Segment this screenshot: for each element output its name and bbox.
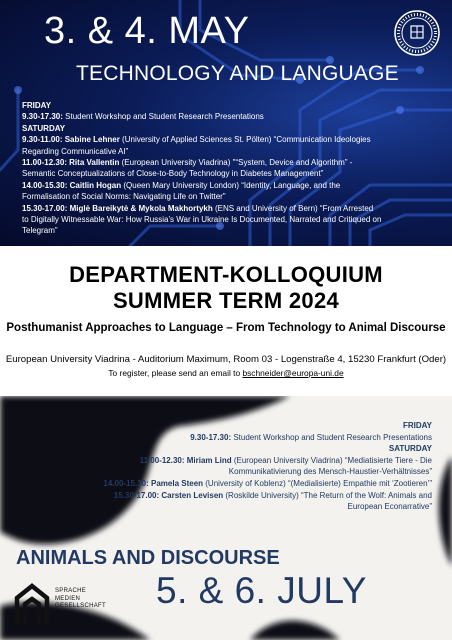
item-text: (Queen Mary University London) “Identity, Language, and the Formalisation of Social Norms: Navigating Life on Twitter” — [22, 180, 341, 202]
item-text: (European University Viadrina) "“System, Device and Algorithm” - Semantic Conceptualizations of Close-to-Body Technology in Diabetes Management” — [22, 158, 353, 179]
top-saturday-item — [22, 203, 382, 237]
bottom-programme — [102, 420, 432, 513]
item-text: (ENS and University of Bern) “From Arrested to Digitally Witnessable War: How Russia’s War in Ukraine Is Documented, Narrated and Critiqued on Telegram” — [22, 203, 382, 236]
bottom-theme: ANIMALS AND DISCOURSE — [16, 547, 280, 569]
item-time: 9.30-17.30: — [22, 112, 63, 122]
register-email-link[interactable]: bschneider@europa-uni.de — [242, 368, 344, 378]
register-line — [0, 368, 452, 378]
bottom-saturday-item — [102, 490, 432, 513]
item-time: 15.30-17.00: Miglė Bareikytė & Mykola Makhortykh — [22, 203, 213, 213]
item-time: 14.00-15.30: Pamela Steen — [103, 478, 204, 488]
logo-line: GESELLSCHAFT — [55, 603, 106, 609]
item-text: (University of Koblenz) “(Medialisierte) Empathie mit ‘Zootieren’” — [203, 478, 432, 488]
sprache-medien-gesellschaft-logo-icon — [14, 582, 50, 626]
top-theme: TECHNOLOGY AND LANGUAGE — [76, 62, 399, 85]
item-text: (University of Applied Sciences St. Pölten) “Communication Ideologies Regarding Communicative AI” — [22, 135, 371, 156]
item-text: (Roskilde University) “The Return of the Wolf: Animals and European Econarrative” — [223, 490, 432, 512]
top-programme — [22, 100, 382, 237]
bottom-friday-label: FRIDAY — [402, 421, 432, 430]
university-seal-icon — [394, 10, 440, 56]
top-saturday-item — [22, 157, 382, 180]
term-title: SUMMER TERM 2024 — [112, 288, 340, 313]
top-section — [0, 0, 452, 246]
top-saturday-item — [22, 180, 382, 203]
top-saturday-label: SATURDAY — [22, 123, 66, 133]
item-time: 9.30-17.30: — [190, 432, 232, 442]
colloquium-subtitle: Posthumanist Approaches to Language – From Technology to Animal Discourse — [6, 322, 446, 334]
item-time: 11.00-12.30: Miriam Lind — [139, 455, 232, 465]
middle-section — [0, 246, 452, 396]
register-text: To register, please send an email to — [108, 368, 243, 378]
top-date: 3. & 4. MAY — [44, 10, 250, 52]
item-text: (European University Viadrina) “Mediatisierte Tiere - Die Kommunikativierung des Mensch-Haustier-Verhältnisses” — [228, 455, 432, 477]
item-time: 15.30-17.00: Carsten Levisen — [113, 490, 224, 500]
item-text: Student Workshop and Student Research Presentations — [62, 112, 264, 122]
top-friday-item — [22, 111, 382, 122]
colloquium-title: DEPARTMENT-KOLLOQUIUM — [69, 262, 383, 287]
venue-line: European University Viadrina - Auditorium Maximum, Room 03 - Logenstraße 4, 15230 Frankfurt (Oder) — [5, 354, 447, 365]
bottom-friday-item — [102, 432, 432, 444]
logo-line: SPRACHE — [55, 588, 87, 594]
item-time: 14.00-15.30: Caitlin Hogan — [22, 180, 122, 190]
item-time: 9.30-11.00: Sabine Lehner — [22, 135, 120, 145]
bottom-saturday-label: SATURDAY — [388, 444, 432, 454]
bottom-saturday-item — [102, 478, 432, 490]
bottom-section — [0, 396, 452, 640]
item-text: Student Workshop and Student Research Presentations — [231, 432, 432, 442]
top-friday-label: FRIDAY — [22, 101, 52, 110]
top-saturday-item — [22, 134, 382, 157]
logo-text — [55, 588, 106, 611]
bottom-saturday-item — [102, 455, 432, 478]
item-time: 11.00-12.30: Rita Vallentin — [22, 158, 120, 168]
bottom-date: 5. & 6. JULY — [156, 570, 367, 611]
logo-line: MEDIEN — [55, 595, 81, 602]
